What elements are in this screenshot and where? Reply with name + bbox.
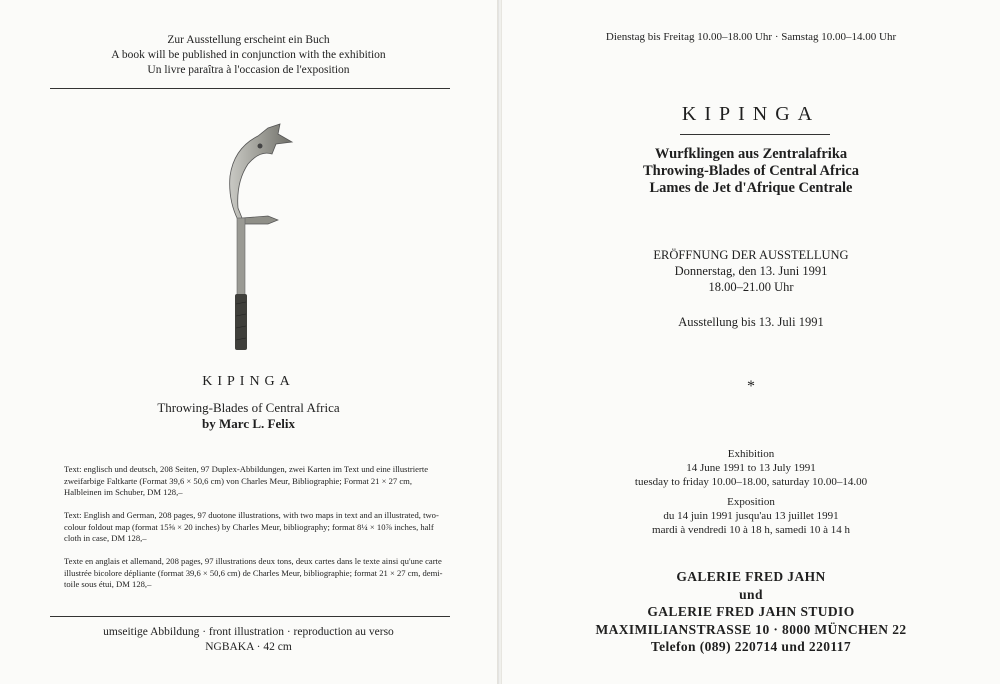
- gallery-phone: Telefon (089) 220714 und 220117: [650, 639, 852, 654]
- exhibition-subtitles: [502, 146, 1000, 197]
- title-underline: [680, 134, 830, 135]
- subtitle-fr: Lames de Jet d'Afrique Centrale: [649, 180, 853, 196]
- description-fr: [64, 556, 444, 591]
- description-de-text: Text: englisch und deutsch, 208 Seiten, 97 Duplex-Abbildungen, zwei Karten im Text und eine illustrierte zweifarbige Faltkarte (Format 39,6 × 50,6 cm) von Charles Meur, Bibliographie; Format 21 × 27 cm, Halbleinen im Schuber, DM 128,–: [64, 464, 429, 498]
- gallery-name: GALERIE FRED JAHN: [676, 569, 826, 584]
- opening-hours: Dienstag bis Freitag 10.00–18.00 Uhr · Samstag 10.00–14.00 Uhr: [605, 31, 897, 43]
- description-fr-text: Texte en anglais et allemand, 208 pages, 97 illustrations deux tons, deux cartes dans le texte ainsi qu'une carte illustrée bicolore dépliante (format 39,6 × 50,6 cm) de Charles Meur, bibliographie; format 21 × 27 cm, demi-toile sous étui, DM 128,–: [64, 556, 443, 590]
- exhibition-until: Ausstellung bis 13. Juli 1991: [678, 315, 824, 329]
- exhibition-fr-dates: du 14 juin 1991 jusqu'au 13 juillet 1991: [663, 510, 839, 522]
- exhibition-title: KIPINGA: [681, 103, 821, 125]
- exhibition-en-hours: tuesday to friday 10.00–18.00, saturday 10.00–14.00: [634, 476, 868, 488]
- book-notice: [0, 33, 497, 78]
- book-title: KIPINGA: [202, 374, 295, 389]
- opening-date: Donnerstag, den 13. Juni 1991: [674, 264, 828, 278]
- left-page: [0, 0, 498, 684]
- book-subtitle-block: [0, 400, 497, 432]
- throwing-blade-image: [220, 120, 300, 360]
- book-notice-fr: Un livre paraîtra à l'occasion de l'exposition: [147, 64, 350, 76]
- illustration-caption: [0, 625, 497, 655]
- exhibition-en-dates: 14 June 1991 to 13 July 1991: [686, 462, 816, 474]
- right-page: [502, 0, 1000, 684]
- book-subtitle: Throwing-Blades of Central Africa: [157, 400, 340, 415]
- exhibition-fr-heading: Exposition: [727, 496, 775, 508]
- bottom-divider: [50, 616, 450, 617]
- description-en-text: Text: English and German, 208 pages, 97 duotone illustrations, with two maps in text and an illustrated, two-colour foldout map (format 15⅝ × 20 inches) by Charles Meur, bibliography; format 8¼ × 10⅞ inches, half cloth in case, DM 128,–: [64, 510, 439, 544]
- opening-time: 18.00–21.00 Uhr: [708, 280, 794, 294]
- exhibition-fr: [502, 495, 1000, 537]
- gallery-address: [502, 568, 1000, 656]
- book-notice-de: Zur Ausstellung erscheint ein Buch: [167, 34, 330, 46]
- description-de: [64, 464, 444, 499]
- book-notice-en: A book will be published in conjunction with the exhibition: [111, 49, 386, 61]
- gallery-street: MAXIMILIANSTRASSE 10 · 8000 MÜNCHEN 22: [595, 621, 907, 637]
- opening-heading: ERÖFFNUNG DER AUSSTELLUNG: [653, 248, 849, 262]
- gallery-studio: GALERIE FRED JAHN STUDIO: [647, 604, 855, 619]
- caption-line-1: umseitige Abbildung · front illustration · reproduction au verso: [103, 626, 394, 638]
- gallery-and: und: [739, 586, 763, 602]
- subtitle-de: Wurfklingen aus Zentralafrika: [654, 146, 848, 162]
- description-en: [64, 510, 444, 545]
- opening-info: [502, 247, 1000, 295]
- subtitle-en: Throwing-Blades of Central Africa: [642, 163, 859, 179]
- exhibition-en-heading: Exhibition: [727, 448, 775, 460]
- exhibition-en: [502, 447, 1000, 489]
- exhibition-fr-hours: mardi à vendredi 10 à 18 h, samedi 10 à 14 h: [652, 524, 850, 536]
- asterisk-ornament: *: [747, 378, 755, 395]
- book-author: by Marc L. Felix: [202, 416, 295, 431]
- top-divider: [50, 88, 450, 89]
- caption-line-2: NGBAKA · 42 cm: [205, 641, 292, 653]
